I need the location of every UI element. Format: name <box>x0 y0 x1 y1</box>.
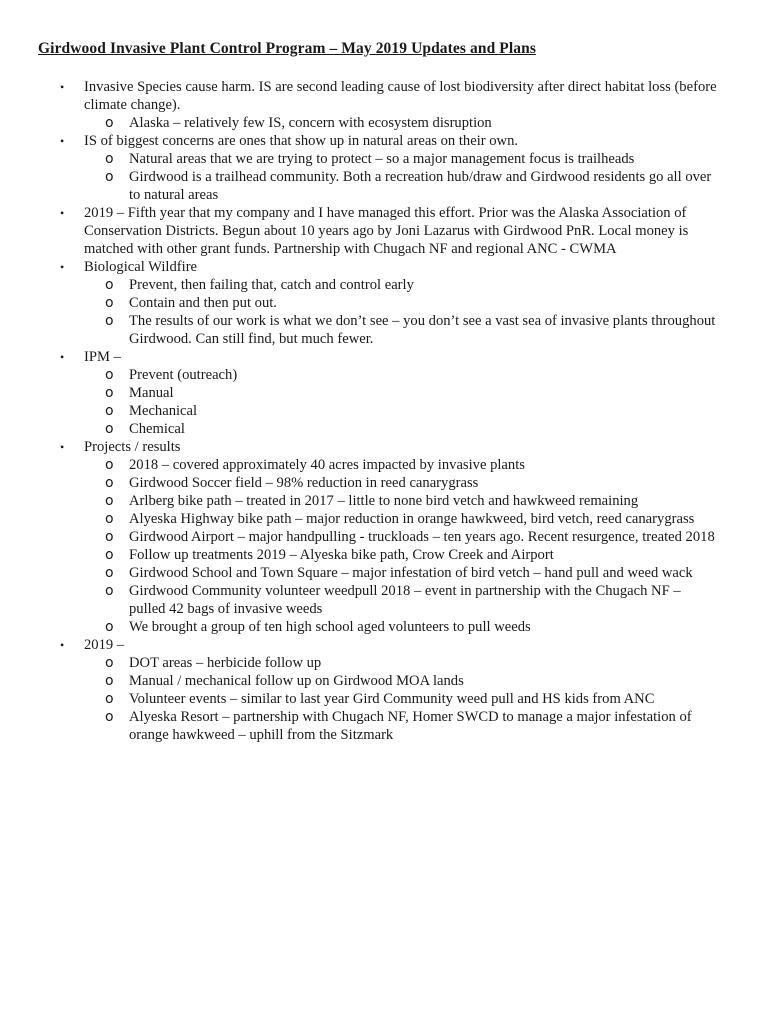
hollow-circle-bullet-icon: o <box>105 457 114 473</box>
sub-bullet-text: Prevent (outreach) <box>129 367 238 383</box>
sub-bullet-item <box>0 582 770 618</box>
sub-bullet-item <box>0 276 770 294</box>
sub-bullet-text: The results of our work is what we don’t see – you don’t see a vast sea of invasive plants throughout Girdwood. Can still find, but much fewer. <box>129 313 716 347</box>
bullet-text: 2019 – Fifth year that my company and I have managed this effort. Prior was the Alaska Association of Conservation Districts. Begun about 10 years ago by Joni Lazarus with Girdwood PnR. Local money is matched with other grant funds. Partnership with Chugach NF and regional ANC - CWMA <box>84 205 689 257</box>
sub-bullet-text: Follow up treatments 2019 – Alyeska bike path, Crow Creek and Airport <box>129 547 554 563</box>
sub-bullet-text: We brought a group of ten high school aged volunteers to pull weeds <box>129 619 531 635</box>
bullet-text: Projects / results <box>84 439 181 455</box>
sub-bullet-item <box>0 150 770 168</box>
bullet-outline <box>0 78 770 744</box>
hollow-circle-bullet-icon: o <box>105 295 114 311</box>
bullet-text: Invasive Species cause harm. IS are second leading cause of lost biodiversity after direct habitat loss (before climate change). <box>84 79 717 113</box>
sub-bullet-item <box>0 456 770 474</box>
bullet-dot-icon: • <box>60 350 65 364</box>
hollow-circle-bullet-icon: o <box>105 277 114 293</box>
sub-bullet-text: Prevent, then failing that, catch and control early <box>129 277 414 293</box>
hollow-circle-bullet-icon: o <box>105 475 114 491</box>
hollow-circle-bullet-icon: o <box>105 709 114 725</box>
bullet-item <box>0 636 770 654</box>
sub-bullet-item <box>0 546 770 564</box>
bullet-item <box>0 204 770 258</box>
sub-bullet-item <box>0 510 770 528</box>
hollow-circle-bullet-icon: o <box>105 493 114 509</box>
hollow-circle-bullet-icon: o <box>105 313 114 329</box>
sub-bullet-text: Manual / mechanical follow up on Girdwood MOA lands <box>129 673 464 689</box>
hollow-circle-bullet-icon: o <box>105 547 114 563</box>
sub-bullet-text: Girdwood Community volunteer weedpull 2018 – event in partnership with the Chugach NF – pulled 42 bags of invasive weeds <box>129 583 681 617</box>
bullet-dot-icon: • <box>60 440 65 454</box>
bullet-text: Biological Wildfire <box>84 259 198 275</box>
hollow-circle-bullet-icon: o <box>105 583 114 599</box>
sub-bullet-text: Alaska – relatively few IS, concern with ecosystem disruption <box>129 115 492 131</box>
hollow-circle-bullet-icon: o <box>105 385 114 401</box>
sub-bullet-text: Natural areas that we are trying to protect – so a major management focus is trailheads <box>129 151 635 167</box>
sub-bullet-text: Manual <box>129 385 174 401</box>
bullet-item <box>0 132 770 150</box>
sub-bullet-text: 2018 – covered approximately 40 acres impacted by invasive plants <box>129 457 525 473</box>
hollow-circle-bullet-icon: o <box>105 691 114 707</box>
hollow-circle-bullet-icon: o <box>105 655 114 671</box>
sub-bullet-item <box>0 366 770 384</box>
sub-bullet-text: Girdwood Airport – major handpulling - truckloads – ten years ago. Recent resurgence, treated 2018 <box>129 529 715 545</box>
sub-bullet-item <box>0 708 770 744</box>
sub-bullet-item <box>0 690 770 708</box>
bullet-dot-icon: • <box>60 638 65 652</box>
bullet-dot-icon: • <box>60 206 65 220</box>
sub-bullet-text: Girdwood Soccer field – 98% reduction in reed canarygrass <box>129 475 479 491</box>
sub-bullet-item <box>0 672 770 690</box>
bullet-item <box>0 78 770 114</box>
bullet-item <box>0 348 770 366</box>
sub-bullet-item <box>0 294 770 312</box>
sub-bullet-text: Girdwood is a trailhead community. Both a recreation hub/draw and Girdwood residents go all over to natural areas <box>129 169 712 203</box>
bullet-dot-icon: • <box>60 134 65 148</box>
hollow-circle-bullet-icon: o <box>105 565 114 581</box>
bullet-item <box>0 258 770 276</box>
sub-bullet-item <box>0 168 770 204</box>
sub-bullet-text: Alyeska Resort – partnership with Chugach NF, Homer SWCD to manage a major infestation of orange hawkweed – uphill from the Sitzmark <box>129 709 692 743</box>
sub-bullet-item <box>0 654 770 672</box>
hollow-circle-bullet-icon: o <box>105 619 114 635</box>
sub-bullet-text: Girdwood School and Town Square – major infestation of bird vetch – hand pull and weed wack <box>129 565 693 581</box>
hollow-circle-bullet-icon: o <box>105 529 114 545</box>
sub-bullet-item <box>0 528 770 546</box>
hollow-circle-bullet-icon: o <box>105 151 114 167</box>
sub-bullet-text: DOT areas – herbicide follow up <box>129 655 322 671</box>
sub-bullet-item <box>0 420 770 438</box>
hollow-circle-bullet-icon: o <box>105 403 114 419</box>
sub-bullet-text: Arlberg bike path – treated in 2017 – little to none bird vetch and hawkweed remaining <box>129 493 639 509</box>
sub-bullet-text: Mechanical <box>129 403 198 419</box>
bullet-text: IS of biggest concerns are ones that show up in natural areas on their own. <box>84 133 519 149</box>
sub-bullet-text: Alyeska Highway bike path – major reduction in orange hawkweed, bird vetch, reed canarygrass <box>129 511 695 527</box>
hollow-circle-bullet-icon: o <box>105 673 114 689</box>
hollow-circle-bullet-icon: o <box>105 115 114 131</box>
sub-bullet-item <box>0 114 770 132</box>
hollow-circle-bullet-icon: o <box>105 511 114 527</box>
sub-bullet-text: Contain and then put out. <box>129 295 277 311</box>
sub-bullet-text: Chemical <box>129 421 185 437</box>
sub-bullet-item <box>0 618 770 636</box>
hollow-circle-bullet-icon: o <box>105 367 114 383</box>
bullet-dot-icon: • <box>60 80 65 94</box>
sub-bullet-item <box>0 564 770 582</box>
sub-bullet-item <box>0 402 770 420</box>
document-title: Girdwood Invasive Plant Control Program – May 2019 Updates and Plans <box>38 40 536 57</box>
bullet-text: 2019 – <box>84 637 125 653</box>
sub-bullet-item <box>0 474 770 492</box>
bullet-item <box>0 438 770 456</box>
sub-bullet-item <box>0 384 770 402</box>
hollow-circle-bullet-icon: o <box>105 169 114 185</box>
sub-bullet-item <box>0 312 770 348</box>
sub-bullet-text: Volunteer events – similar to last year Gird Community weed pull and HS kids from ANC <box>129 691 655 707</box>
bullet-dot-icon: • <box>60 260 65 274</box>
bullet-text: IPM – <box>84 349 121 365</box>
hollow-circle-bullet-icon: o <box>105 421 114 437</box>
sub-bullet-item <box>0 492 770 510</box>
